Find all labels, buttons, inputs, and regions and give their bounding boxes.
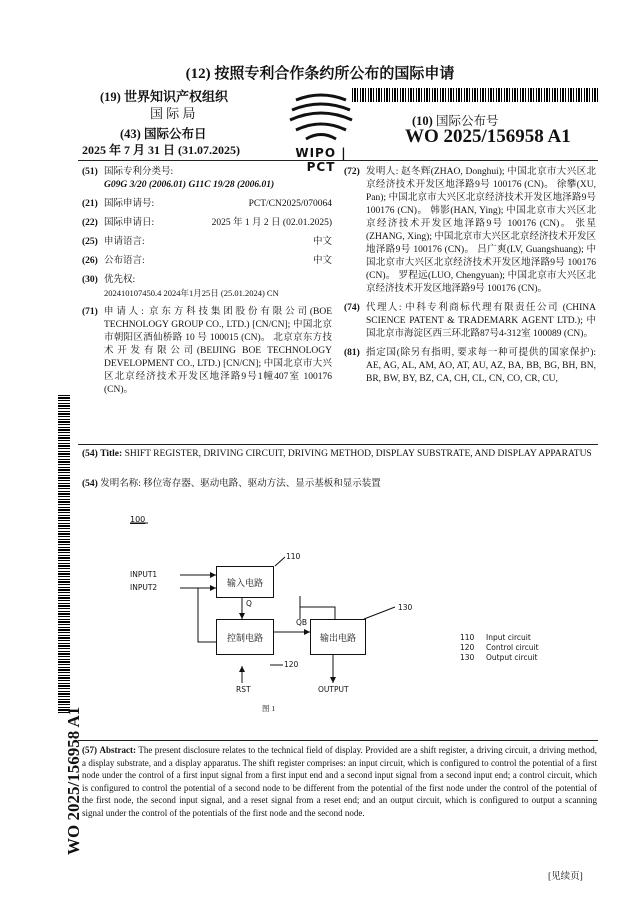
left-fields	[82, 166, 332, 397]
abstract-label: Abstract:	[99, 745, 136, 755]
field-25: (25) 申请语言: 中文	[82, 237, 332, 247]
ref-110: 110	[286, 552, 301, 561]
pub-no-label: 国际公布号	[435, 114, 499, 128]
rst-label: RST	[236, 685, 251, 694]
field-22: (22) 国际申请日: 2025 年 1 月 2 日 (02.01.2025)	[82, 218, 332, 228]
ref-130: 130	[398, 603, 413, 612]
header-divider	[78, 160, 598, 161]
title-divider	[78, 444, 598, 445]
field-30: (30) 优先权:	[82, 275, 136, 285]
right-fields	[344, 166, 596, 386]
field-51: (51) 国际专利分类号:	[82, 167, 174, 177]
abstract-code: (57)	[82, 745, 97, 755]
input1-label: INPUT1	[130, 570, 158, 579]
field-71: (71) 申请人: 京东方科技集团股份有限公司(BOE TECHNOLOGY GROUP CO., LTD.) [CN/CN]; 中国北京市朝阳区酒仙桥路 10 号 100015 (CN)。 北京京东方技术开发有限公司(BEIJING BOE TECHNOLOGY DEVELOPMENT CO., LTD.) [CN/CN]; 中国北京市大兴区北京经济技术开发区地泽路9号1幢407室 100176 (CN)。	[82, 307, 332, 395]
figure-legend	[460, 633, 539, 663]
legend-item: 110 Input circuit	[460, 633, 531, 642]
pub-no-value: WO 2025/156958 A1	[405, 126, 571, 147]
abstract-text: The present disclosure relates to the technical field of display. Provided are a shift register, a driving circuit, a driving method, a display substrate, and a display apparatus. The shift register comprises: an input circuit, which is configured to control the potential of a first node under the control of a first input signal from a first input end and a second input signal from a second input end; a control circuit, which is configured to control the potential of a second node to be different from the potential of the first node under the control of the potential of the first node, the second input signal, and a reset signal from a reset end; and an output circuit, which is configured to output a scanning signal under the control of the potentials of the first node and the second node.	[82, 745, 597, 818]
control-circuit-box: 控制电路	[216, 619, 274, 655]
ref-120: 120	[284, 660, 299, 669]
side-barcode	[58, 395, 70, 715]
field-51-value: G09G 3/20 (2006.01) G11C 19/28 (2006.01)	[104, 180, 275, 190]
top-barcode	[352, 88, 598, 102]
wipo-logo-text: WIPO | PCT	[295, 146, 347, 174]
field-21: (21) 国际申请号: PCT/CN2025/070064	[82, 199, 332, 209]
pub-date-code: (43)	[120, 127, 141, 141]
node-q-label: Q	[246, 599, 252, 608]
input-circuit-box: 输入电路	[216, 566, 274, 598]
node-qb-label: QB	[296, 618, 308, 627]
abstract-block	[82, 744, 597, 819]
field-72: (72) 发明人: 赵冬辉(ZHAO, Donghui); 中国北京市大兴区北京经济技术开发区地泽路9号 100176 (CN)。 徐攀(XU, Pan); 中国北京市大兴区北京经济技术开发区地泽路9号 100176 (CN)。 韩影(HAN, Ying); 中国北京市大兴区北京经济技术开发区地泽路9号 100176 (CN)。 张星(ZHANG, Xing); 中国北京市大兴区北京经济技术开发区地泽路9号 100176 (CN)。 吕广爽(LV, Guangshuang); 中国北京市大兴区北京经济技术开发区地泽路9号 100176 (CN)。 罗程远(LUO, Chengyuan); 中国北京市大兴区北京经济技术开发区地泽路9号 100176 (CN)。	[344, 167, 596, 294]
figure-wires	[100, 515, 600, 715]
pub-date-value: 2025 年 7 月 31 日 (31.07.2025)	[82, 143, 240, 157]
field-74: (74) 代理人: 中科专利商标代理有限责任公司 (CHINA SCIENCE PATENT & TRADEMARK AGENT LTD.); 中国北京市海淀区西三环北路87号4-312室 100089 (CN)。	[344, 303, 596, 339]
figure-1	[100, 515, 600, 715]
output-circuit-box: 输出电路	[310, 619, 366, 655]
org-name: 世界知识产权组织	[123, 89, 228, 104]
wipo-logo	[282, 92, 360, 174]
continued-on-next-page: [见续页]	[548, 872, 583, 882]
abstract-divider	[78, 740, 598, 741]
pub-date-label: 国际公布日	[143, 127, 207, 141]
pub-date-line	[120, 124, 206, 142]
figure-caption: 图 1	[262, 704, 276, 713]
input2-label: INPUT2	[130, 583, 158, 592]
field-30-value: 202410107450.4 2024年1月25日 (25.01.2024) CN	[104, 288, 279, 298]
output-label: OUTPUT	[318, 685, 349, 694]
legend-item: 130 Output circuit	[460, 653, 538, 662]
pub-no-code: (10)	[412, 114, 433, 128]
document-title: (12) 按照专利合作条约所公布的国际申请	[185, 66, 455, 82]
org-code: (19)	[100, 90, 121, 104]
field-81: (81) 指定国(除另有指明, 要求每一种可提供的国家保护): AE, AG, AL, AM, AO, AT, AU, AZ, BA, BB, BG, BH, BN, BR, BW, BY, BZ, CA, CH, CL, CN, CO, CR, CU,	[344, 348, 596, 384]
field-26: (26) 公布语言: 中文	[82, 256, 332, 266]
legend-item: 120 Control circuit	[460, 643, 539, 652]
wipo-emblem-icon	[282, 92, 360, 144]
side-pub-number: WO 2025/156958 A1	[64, 706, 83, 855]
title-cn-block: (54) 发明名称: 移位寄存器、驱动电路、驱动方法、显示基板和显示装置	[82, 479, 381, 489]
org-sub: 国 际 局	[150, 106, 196, 121]
figure-ref: 100	[130, 515, 146, 524]
title-en-block: (54) Title: SHIFT REGISTER, DRIVING CIRCUIT, DRIVING METHOD, DISPLAY SUBSTRATE, AND DISPLAY APPARATUS	[82, 449, 592, 459]
